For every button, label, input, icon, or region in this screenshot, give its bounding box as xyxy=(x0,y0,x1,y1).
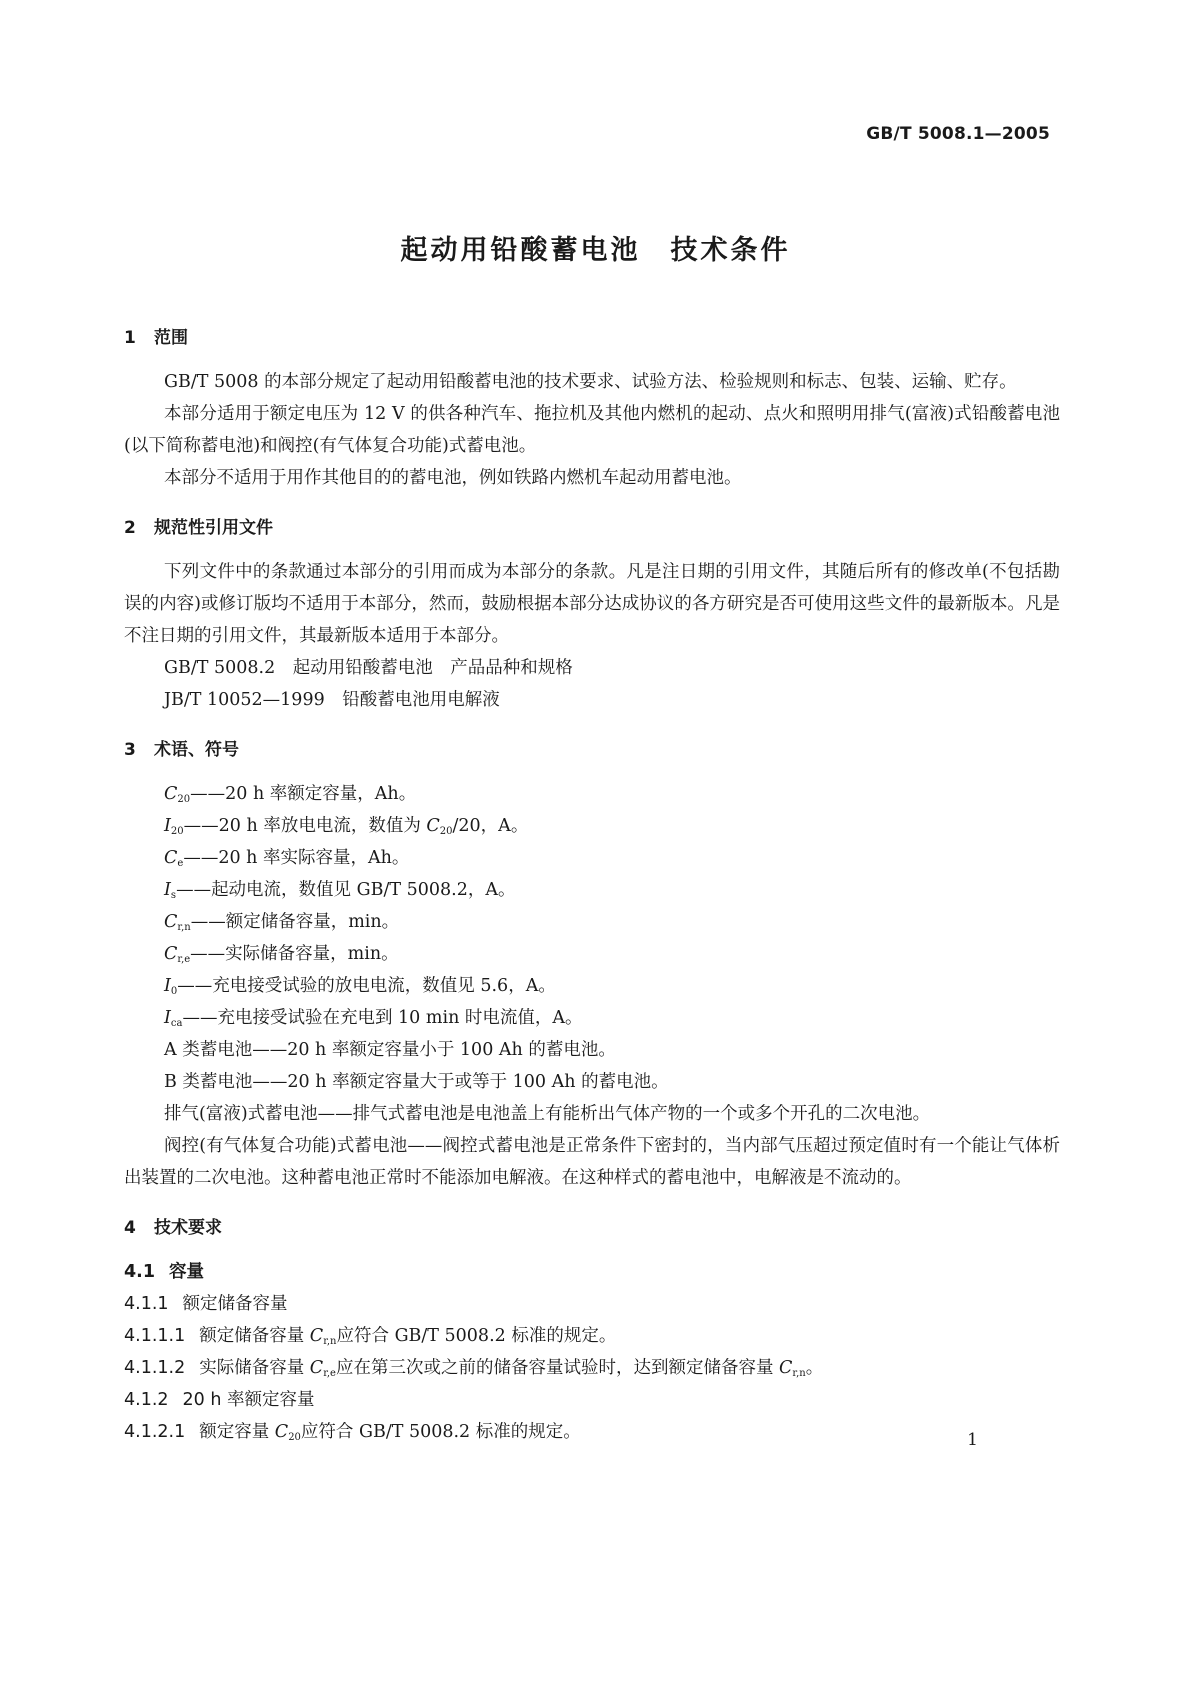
term-item-ica xyxy=(124,1002,1060,1034)
subsection-4-1-2 xyxy=(124,1384,1060,1416)
section-title: 范围 xyxy=(154,328,188,348)
term-subscript: e xyxy=(177,858,184,869)
clause-text: 额定容量 xyxy=(199,1422,275,1442)
clause-4-1-1-1 xyxy=(124,1320,1060,1352)
subsection-title: 20 h 率额定容量 xyxy=(182,1390,315,1410)
clause-text: 应符合 GB/T 5008.2 标准的规定。 xyxy=(300,1422,581,1442)
term-item-i20 xyxy=(124,810,1060,842)
term-subscript: r,n xyxy=(792,1368,806,1379)
term-item-class-b: B 类蓄电池——20 h 率额定容量大于或等于 100 Ah 的蓄电池。 xyxy=(164,1072,669,1092)
term-item-vrla: 阀控(有气体复合功能)式蓄电池——阀控式蓄电池是正常条件下密封的，当内部气压超过预定值时有一个能让气体析出装置的二次电池。这种蓄电池正常时不能添加电解液。在这种样式的蓄电池中，电解液是不流动的。 xyxy=(124,1136,1060,1188)
section-heading-4 xyxy=(124,1212,1060,1244)
reference-title: 起动用铅酸蓄电池 产品品种和规格 xyxy=(292,658,573,678)
reference-item xyxy=(124,652,1060,684)
term-symbol: C xyxy=(164,944,178,964)
term-symbol: C xyxy=(164,912,178,932)
section-heading-1 xyxy=(124,322,1060,354)
term-subscript: r,n xyxy=(177,922,191,933)
subsection-number: 4.1 xyxy=(124,1262,156,1282)
clause-text: 额定储备容量 xyxy=(199,1326,310,1346)
term-item-c20 xyxy=(124,778,1060,810)
term-subscript: r,e xyxy=(323,1368,336,1379)
paragraph: 本部分适用于额定电压为 12 V 的供各种汽车、拖拉机及其他内燃机的起动、点火和照明用排气(富液)式铅酸蓄电池(以下简称蓄电池)和阀控(有气体复合功能)式蓄电池。 xyxy=(124,404,1060,456)
clause-text: 应符合 GB/T 5008.2 标准的规定。 xyxy=(336,1326,617,1346)
term-symbol: C xyxy=(779,1358,793,1378)
term-symbol: C xyxy=(309,1358,324,1378)
term-item-vented: 排气(富液)式蓄电池——排气式蓄电池是电池盖上有能析出气体产物的一个或多个开孔的二次电池。 xyxy=(164,1104,931,1124)
clause-text: 应在第三次或之前的储备容量试验时，达到额定储备容量 xyxy=(335,1358,780,1378)
term-definition: ——充电接受试验的放电电流，数值见 5.6，A。 xyxy=(177,976,556,996)
term-symbol: I xyxy=(164,880,171,900)
term-item-ce xyxy=(124,842,1060,874)
section-title: 术语、符号 xyxy=(154,740,239,760)
subsection-number: 4.1.2 xyxy=(124,1390,169,1410)
term-symbol: C xyxy=(426,816,440,836)
term-item-cre xyxy=(124,938,1060,970)
term-symbol: C xyxy=(309,1326,324,1346)
term-subscript: 20 xyxy=(177,794,191,805)
clause-number: 4.1.2.1 xyxy=(124,1422,186,1442)
term-definition: ——20 h 率实际容量，Ah。 xyxy=(183,848,410,868)
subsection-title: 额定储备容量 xyxy=(182,1294,288,1314)
reference-item xyxy=(124,684,1060,716)
term-symbol: C xyxy=(164,784,178,804)
clause-number: 4.1.1.2 xyxy=(124,1358,186,1378)
document-body xyxy=(124,322,1060,1448)
term-item-class-a: A 类蓄电池——20 h 率额定容量小于 100 Ah 的蓄电池。 xyxy=(164,1040,616,1060)
section-number: 1 xyxy=(124,328,136,348)
subsection-number: 4.1.1 xyxy=(124,1294,169,1314)
section-heading-2 xyxy=(124,512,1060,544)
term-subscript: s xyxy=(170,890,177,901)
paragraph: GB/T 5008 的本部分规定了起动用铅酸蓄电池的技术要求、试验方法、检验规则和标志、包装、运输、贮存。 xyxy=(164,372,1017,392)
term-symbol: I xyxy=(164,1008,171,1028)
section-number: 2 xyxy=(124,518,136,538)
term-item-crn xyxy=(124,906,1060,938)
reference-title: 铅酸蓄电池用电解液 xyxy=(342,690,500,710)
term-symbol: C xyxy=(164,848,178,868)
term-symbol: I xyxy=(164,816,171,836)
subsection-title: 容量 xyxy=(169,1262,205,1282)
standard-code: GB/T 5008.1—2005 xyxy=(866,124,1050,144)
clause-text: 实际储备容量 xyxy=(199,1358,310,1378)
section-title: 技术要求 xyxy=(154,1218,222,1238)
section-number: 4 xyxy=(124,1218,136,1238)
term-definition: ——起动电流，数值见 GB/T 5008.2，A。 xyxy=(176,880,516,900)
section-title: 规范性引用文件 xyxy=(154,518,273,538)
term-subscript: 20 xyxy=(439,826,453,837)
clause-4-1-1-2 xyxy=(124,1352,1060,1384)
term-definition: ——充电接受试验在充电到 10 min 时电流值，A。 xyxy=(182,1008,583,1028)
clause-number: 4.1.1.1 xyxy=(124,1326,186,1346)
term-symbol: I xyxy=(164,976,171,996)
section-heading-3 xyxy=(124,734,1060,766)
term-subscript: 0 xyxy=(170,986,178,997)
subsection-heading-4-1 xyxy=(124,1256,1060,1288)
subsection-4-1-1 xyxy=(124,1288,1060,1320)
term-definition: ——实际储备容量，min。 xyxy=(190,944,399,964)
paragraph: 下列文件中的条款通过本部分的引用而成为本部分的条款。凡是注日期的引用文件，其随后所有的修改单(不包括勘误的内容)或修订版均不适用于本部分，然而，鼓励根据本部分达成协议的各方研究是否可使用这些文件的最新版本。凡是不注日期的引用文件，其最新版本适用于本部分。 xyxy=(124,562,1060,646)
term-item-i0 xyxy=(124,970,1060,1002)
paragraph: 本部分不适用于用作其他目的的蓄电池，例如铁路内燃机车起动用蓄电池。 xyxy=(164,468,742,488)
term-subscript: 20 xyxy=(288,1432,301,1443)
term-item-is xyxy=(124,874,1060,906)
document-title: 起动用铅酸蓄电池 技术条件 xyxy=(400,235,791,266)
section-number: 3 xyxy=(124,740,136,760)
term-symbol: C xyxy=(274,1422,289,1442)
term-definition: ——20 h 率额定容量，Ah。 xyxy=(190,784,417,804)
clause-text: 。 xyxy=(805,1358,824,1378)
reference-code: GB/T 5008.2 xyxy=(164,658,276,678)
term-subscript: r,e xyxy=(177,954,191,965)
term-definition: ——20 h 率放电电流，数值为 xyxy=(183,816,427,836)
term-subscript: 20 xyxy=(170,826,184,837)
clause-4-1-2-1 xyxy=(124,1416,1060,1448)
reference-code: JB/T 10052—1999 xyxy=(164,690,325,710)
term-definition: /20，A。 xyxy=(452,816,529,836)
term-subscript: r,n xyxy=(323,1336,337,1347)
page-number: 1 xyxy=(967,1430,978,1450)
term-definition: ——额定储备容量，min。 xyxy=(190,912,400,932)
term-subscript: ca xyxy=(170,1018,183,1029)
